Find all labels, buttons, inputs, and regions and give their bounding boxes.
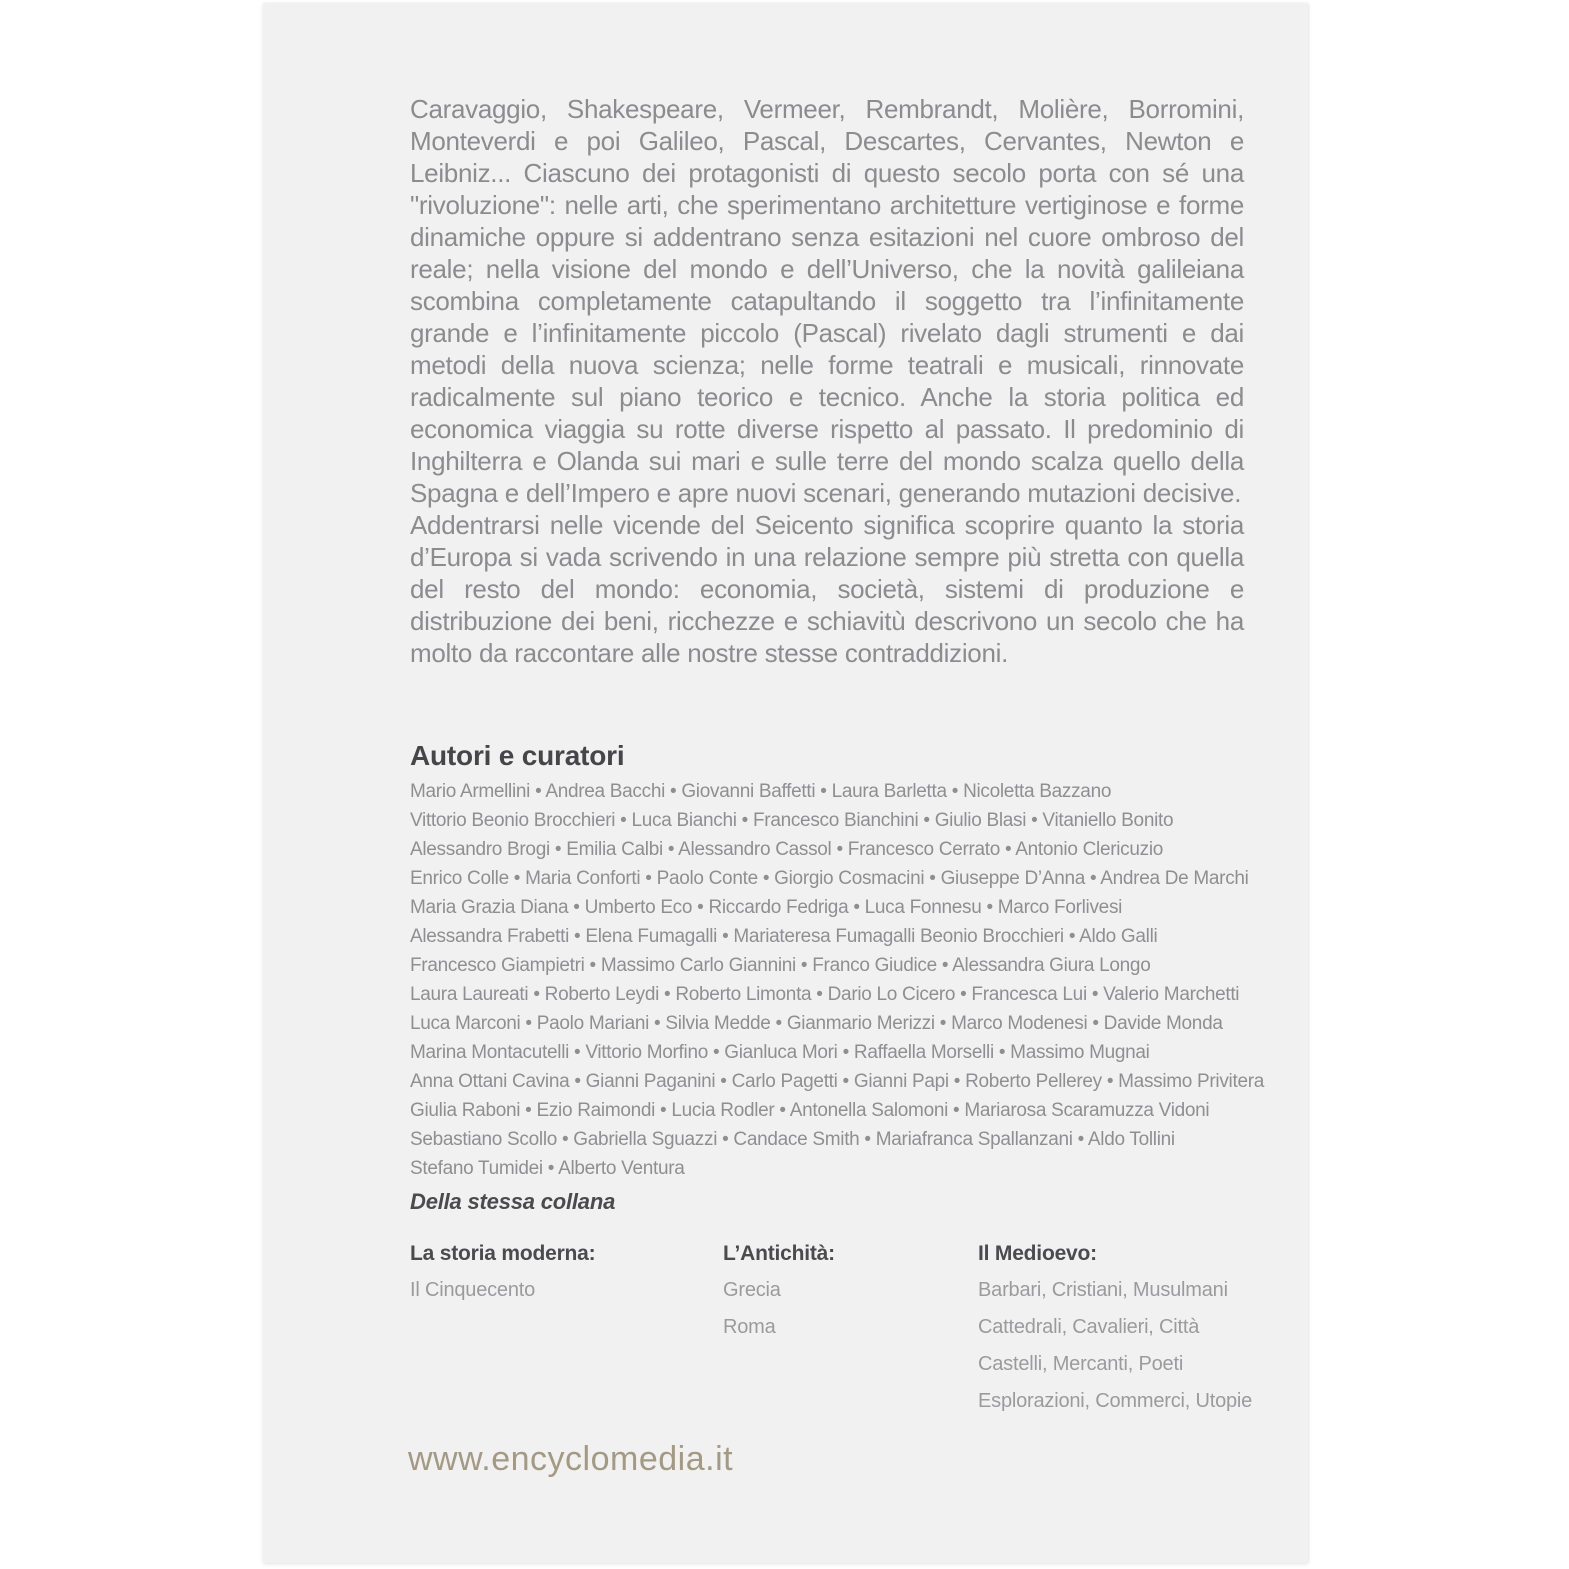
author-list-line: Maria Grazia Diana • Umberto Eco • Riccardo Fedriga • Luca Fonnesu • Marco Forlivesi <box>410 897 1123 918</box>
blurb <box>410 93 1244 669</box>
author-list-line: Marina Montacutelli • Vittorio Morfino • Gianluca Mori • Raffaella Morselli • Massimo Mugnai <box>410 1042 1150 1063</box>
blurb-paragraph-2: Addentrarsi nelle vicende del Seicento significa scoprire quanto la storia d’Europa si vada scrivendo in una relazione sempre più stretta con quella del resto del mondo: economia, società, sistemi di produzione e distribuzione dei beni, ricchezze e schiavitù descrivono un secolo che ha molto da raccontare alle nostre stesse contraddizioni. <box>410 510 1244 668</box>
series-column-item: Esplorazioni, Commerci, Utopie <box>978 1390 1253 1412</box>
author-list-line: Laura Laureati • Roberto Leydi • Roberto Limonta • Dario Lo Cicero • Francesca Lui • Valerio Marchetti <box>410 984 1240 1005</box>
series-column-medioevo <box>978 1235 1308 1420</box>
author-list-line: Luca Marconi • Paolo Mariani • Silvia Medde • Gianmario Merizzi • Marco Modenesi • Davide Monda <box>410 1013 1223 1034</box>
author-list-line: Anna Ottani Cavina • Gianni Paganini • Carlo Pagetti • Gianni Papi • Roberto Pellerey • Massimo Privitera <box>410 1071 1265 1092</box>
series-column-antichita <box>723 1235 978 1346</box>
author-list-line: Giulia Raboni • Ezio Raimondi • Lucia Rodler • Antonella Salomoni • Mariarosa Scaramuzza Vidoni <box>410 1100 1210 1121</box>
series-column-item: Grecia <box>723 1279 781 1301</box>
author-list-line: Vittorio Beonio Brocchieri • Luca Bianchi • Francesco Bianchini • Giulio Blasi • Vitaniello Bonito <box>410 810 1174 831</box>
blurb-paragraph-1: Caravaggio, Shakespeare, Vermeer, Rembrandt, Molière, Borromini, Monteverdi e poi Galileo, Pascal, Descartes, Cervantes, Newton e Leibniz... Ciascuno dei protagonisti di questo secolo porta con sé una "rivoluzione": nelle arti, che sperimentano architetture vertiginose e forme dinamiche oppure si addentrano senza esitazioni nel cuore ombroso del reale; nella visione del mondo e dell’Universo, che la novità galileiana scombina completamente catapultando il soggetto tra l’infinitamente grande e l’infinitamente piccolo (Pascal) rivelato dagli strumenti e dai metodi della nuova scienza; nelle forme teatrali e musicali, rinnovate radicalmente sul piano teorico e tecnico. Anche la storia politica ed economica viaggia su rotte diverse rispetto al passato. Il predominio di Inghilterra e Olanda sui mari e sulle terre del mondo scalza quello della Spagna e dell’Impero e apre nuovi scenari, generando mutazioni decisive. <box>410 94 1244 508</box>
authors-list <box>410 777 1290 1183</box>
series-column-heading: Il Medioevo: <box>978 1242 1097 1265</box>
author-list-line: Alessandro Brogi • Emilia Calbi • Alessandro Cassol • Francesco Cerrato • Antonio Clericuzio <box>410 839 1164 860</box>
book-back-cover <box>263 3 1308 1563</box>
series-section-title: Della stessa collana <box>410 1189 616 1214</box>
series-column-item: Castelli, Mercanti, Poeti <box>978 1353 1184 1375</box>
series-column-item: Il Cinquecento <box>410 1279 536 1301</box>
author-list-line: Stefano Tumidei • Alberto Ventura <box>410 1158 685 1179</box>
author-list-line: Alessandra Frabetti • Elena Fumagalli • Mariateresa Fumagalli Beonio Brocchieri • Aldo Galli <box>410 926 1158 947</box>
series-column-heading: L’Antichità: <box>723 1242 835 1265</box>
series-column-heading: La storia moderna: <box>410 1242 596 1265</box>
author-list-line: Francesco Giampietri • Massimo Carlo Giannini • Franco Giudice • Alessandra Giura Longo <box>410 955 1151 976</box>
author-list-line: Mario Armellini • Andrea Bacchi • Giovanni Baffetti • Laura Barletta • Nicoletta Bazzano <box>410 781 1112 802</box>
author-list-line: Sebastiano Scollo • Gabriella Sguazzi • Candace Smith • Mariafranca Spallanzani • Aldo Tollini <box>410 1129 1175 1150</box>
series-column-item: Barbari, Cristiani, Musulmani <box>978 1279 1228 1301</box>
publisher-website-url: www.encyclomedia.it <box>408 1440 734 1478</box>
authors-section-title: Autori e curatori <box>410 740 625 771</box>
series-column-item: Roma <box>723 1316 776 1338</box>
series-column-storia-moderna <box>410 1235 720 1309</box>
series-column-item: Cattedrali, Cavalieri, Città <box>978 1316 1200 1338</box>
author-list-line: Enrico Colle • Maria Conforti • Paolo Conte • Giorgio Cosmacini • Giuseppe D’Anna • Andrea De Marchi <box>410 868 1249 889</box>
